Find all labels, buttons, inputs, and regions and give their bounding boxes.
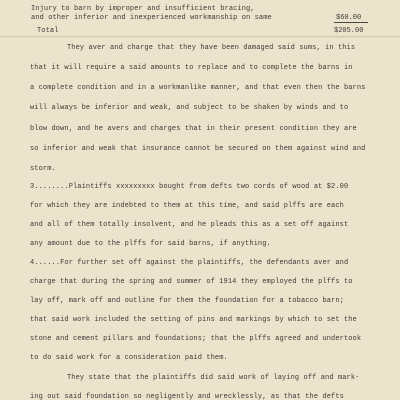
total-amount: $205.00 — [334, 27, 364, 35]
item-text-line: Injury to barn by improper and insufficient bracing, — [31, 5, 255, 13]
paragraph-line: will always be inferior and weak, and subject to be shaken by winds and to — [30, 104, 349, 112]
paragraph-line: for which they are indebted to them at this time, and said plffs are each — [30, 202, 344, 210]
paragraph-line: to do said work for a consideration paid them. — [30, 354, 228, 362]
paragraph-line: so inferior and weak that insurance cannot be secured on them against wind and — [30, 145, 366, 153]
paper-fold — [0, 36, 400, 38]
paragraph-line: a complete condition and in a workmanlike manner, and that even then the barns — [30, 84, 366, 92]
paragraph-line: that it will require a said amounts to replace and to complete the barns in — [30, 64, 353, 72]
amount-underline — [334, 22, 368, 23]
paragraph-line: storm. — [30, 165, 56, 173]
paragraph-line: blow down, and he avers and charges that in their present condition they are — [30, 125, 357, 133]
paragraph-line: 4......For further set off against the plaintiffs, the defendants aver and — [30, 259, 349, 267]
paragraph-line: lay off, mark off and outline for them the foundation for a tobacco barn; — [30, 297, 344, 305]
total-label: Total — [37, 27, 59, 35]
paragraph-line: stone and cement pillars and foundations; that the plffs agreed and undertook — [30, 335, 362, 343]
paragraph-line: They state that the plaintiffs did said work of laying off and mark- — [67, 374, 360, 382]
paragraph-line: 3........Plaintiffs xxxxxxxxx bought from defts two cords of wood at $2.00 — [30, 183, 349, 191]
paragraph-line: and all of them totally insolvent, and he pleads this as a set off against — [30, 221, 349, 229]
item-text-line: and other inferior and inexperienced workmanship on same — [31, 14, 272, 22]
paragraph-line: charge that during the spring and summer of 1914 they employed the plffs to — [30, 278, 353, 286]
item-amount: $60.00 — [336, 14, 362, 22]
paragraph-line: any amount due to the plffs for said barns, if anything. — [30, 240, 271, 248]
paragraph-line: that said work included the setting of pins and markings by which to set the — [30, 316, 357, 324]
paragraph-line: They aver and charge that they have been damaged said sums, in this — [67, 44, 356, 52]
paragraph-line: ing out said foundation so negligently and wrecklessly, as that the defts — [30, 393, 344, 400]
